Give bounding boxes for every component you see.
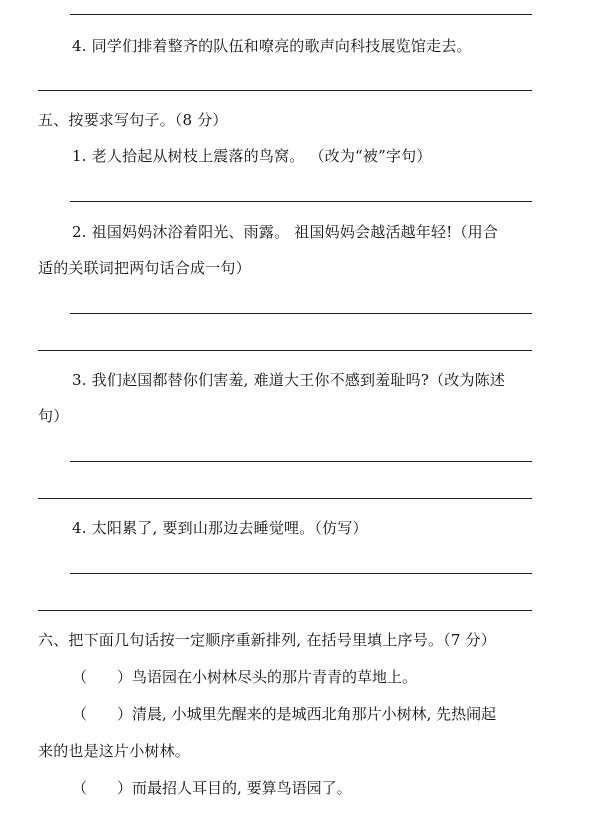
answer-paren-close: ） bbox=[117, 705, 133, 723]
section-6-item-a-text: 鸟语园在小树林尽头的那片青青的草地上。 bbox=[132, 668, 418, 686]
answer-line bbox=[70, 461, 532, 462]
answer-line bbox=[38, 90, 532, 91]
answer-paren-open: （ bbox=[72, 668, 88, 686]
section-5-item-3-line-2: 句） bbox=[38, 407, 69, 425]
section-5-item-2-line-1: 2. 祖国妈妈沐浴着阳光、雨露。 祖国妈妈会越活越年轻!（用合 bbox=[72, 223, 499, 241]
answer-paren-open: （ bbox=[72, 779, 88, 797]
answer-line bbox=[70, 573, 532, 574]
answer-line bbox=[38, 610, 532, 611]
answer-line bbox=[70, 313, 532, 314]
answer-paren-close: ） bbox=[117, 668, 133, 686]
section-5-heading: 五、按要求写句子。（8 分） bbox=[38, 111, 228, 129]
section-6-item-b-text: 清晨, 小城里先醒来的是城西北角那片小树林, 先热闹起 bbox=[132, 705, 497, 723]
answer-line bbox=[70, 14, 532, 15]
section-6-item-a bbox=[72, 667, 417, 687]
answer-paren-close: ） bbox=[117, 779, 133, 797]
section-6-item-c-text: 而最招人耳目的, 要算鸟语园了。 bbox=[132, 779, 352, 797]
answer-line bbox=[38, 498, 532, 499]
section-5-item-2-line-2: 适的关联词把两句话合成一句） bbox=[38, 259, 251, 277]
section-6-heading: 六、把下面几句话按一定顺序重新排列, 在括号里填上序号。（7 分） bbox=[38, 631, 496, 649]
answer-line bbox=[70, 201, 532, 202]
answer-line bbox=[38, 350, 532, 351]
section-5-item-3-line-1: 3. 我们赵国都替你们害羞, 难道大王你不感到羞耻吗?（改为陈述 bbox=[72, 371, 506, 389]
section-5-item-4: 4. 太阳累了, 要到山那边去睡觉哩。（仿写） bbox=[72, 519, 368, 537]
answer-paren-open: （ bbox=[72, 705, 88, 723]
section-6-item-c bbox=[72, 778, 352, 798]
section-5-item-1: 1. 老人拾起从树枝上震落的鸟窝。 （改为“被”字句） bbox=[72, 147, 432, 165]
section-6-item-b bbox=[72, 704, 496, 724]
section-6-item-b-line-2: 来的也是这片小树林。 bbox=[38, 742, 191, 760]
question-4-sentence: 4. 同学们排着整齐的队伍和嘹亮的歌声向科技展览馆走去。 bbox=[72, 37, 472, 55]
